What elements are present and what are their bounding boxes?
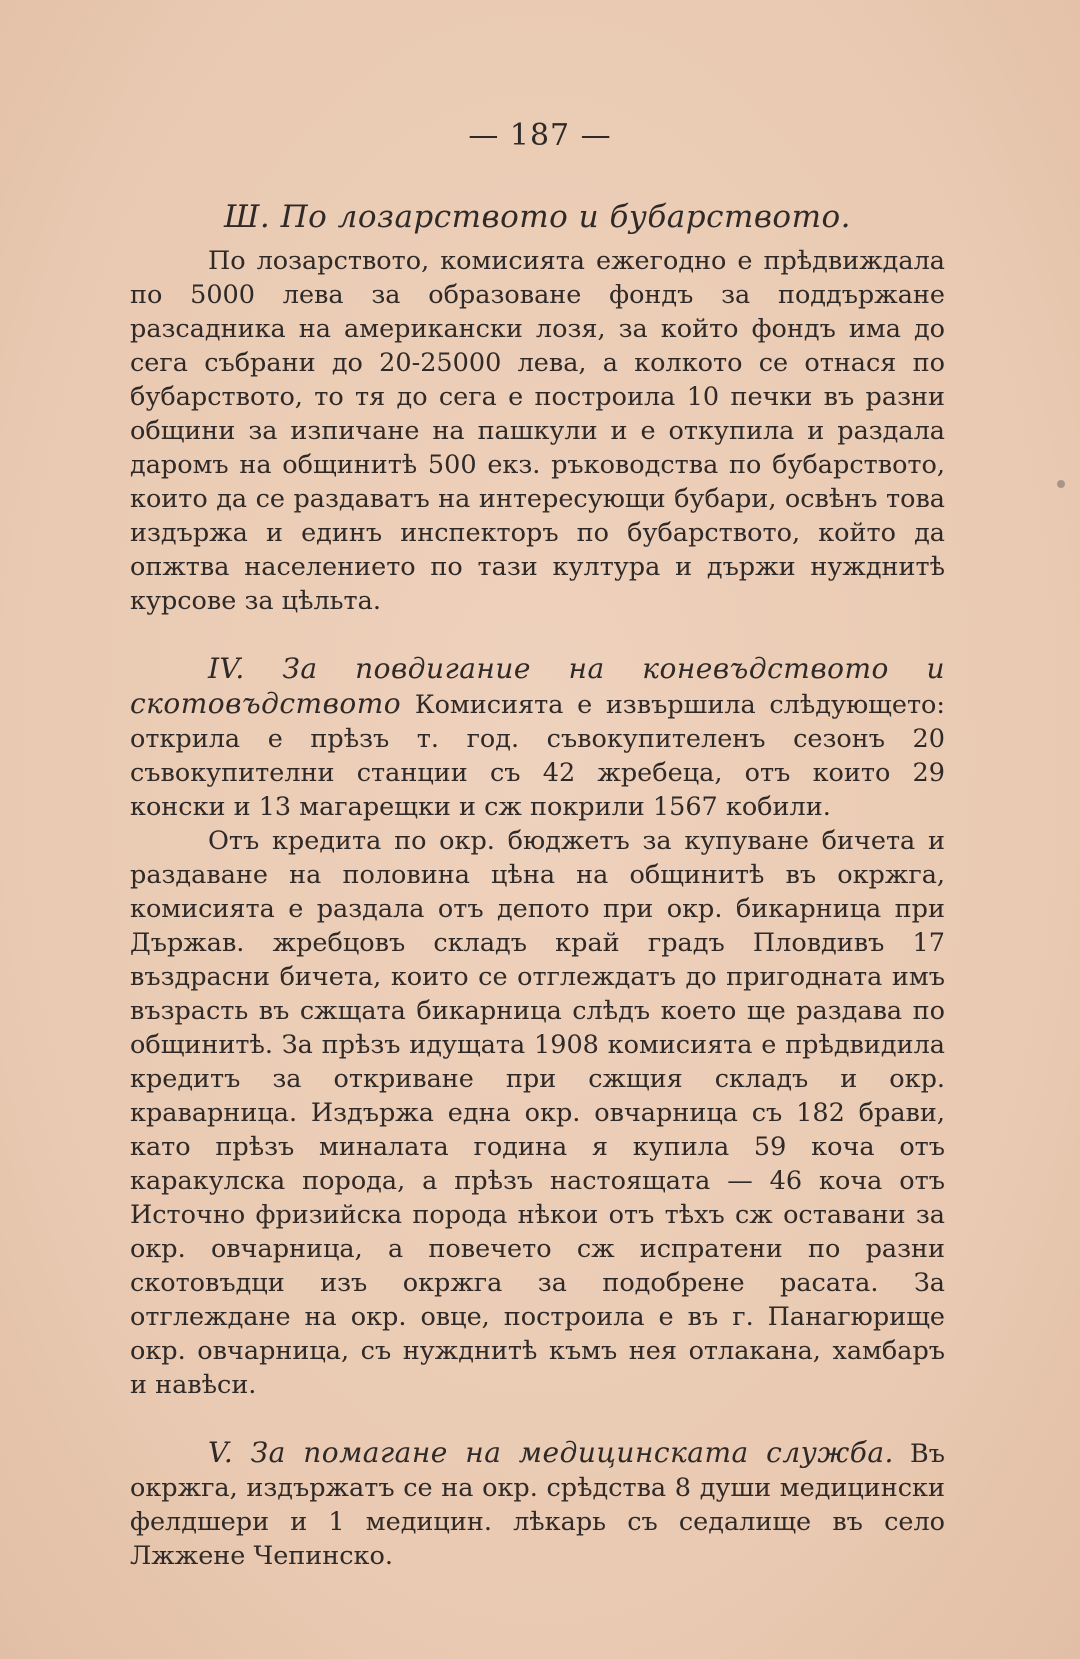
section-4-paragraph [130,652,945,824]
section-4-paragraph-2: Отъ кредита по окр. бюджетъ за купуване бичета и раздаване на половина цѣна на общинитѣ въ окржга, комисията е раздала отъ депото при окр. бикарница при Държав. жребцовъ складъ край градъ Пловдивъ 17 въздрасни бичета, които се отглеждатъ до пригодната имъ възрасть въ сжщата бикарница слѣдъ което ще раздава по общинитѣ. За прѣзъ идущата 1908 комисията е прѣдвидила кредитъ за откриване при сжщия складъ и окр. краварница. Издържа една окр. овчарница съ 182 брави, като прѣзъ миналата година я купила 59 коча отъ каракулска порода, а прѣзъ настоящата — 46 коча отъ Источно фризийска порода нѣкои отъ тѣхъ сж оставани за окр. овчарница, а повечето сж испратени по разни скотовъдци изъ окржга за подобрене расата. За отглеждане на окр. овце, построила е въ г. Панагюрище окр. овчарница, съ нужднитѣ къмъ нея отлакана, хамбаръ и навѣси. [130,826,945,1400]
page-number: — 187 — [468,118,612,153]
paper-speck [1057,480,1065,488]
spacer [130,618,945,652]
section-5-heading: V. За помагане на медицинската служба. [208,1436,894,1469]
section-4-lead-text: Комисията е извършила слѣдующето: открила е прѣзъ т. год. съвокупителенъ сезонъ 20 съвокупителни станции съ 42 жребеца, отъ които 29 конски и 13 магарещки и сж покрили 1567 кобили. [130,690,945,822]
section-5-text: Въ окржга, издържатъ се на окр. срѣдства 8 души медицински фелдшери и 1 медицин. лѣкарь съ седалище въ село Лжжене Чепинско. [130,1439,946,1571]
section-3-heading: Ш. По лозарството и бубарството. [224,199,851,235]
section-4-heading: IV. За повдигание на коневъдството и скотовъдството [130,652,945,720]
page-body [130,200,945,1573]
section-3-paragraph: По лозарството, комисията ежегодно е прѣдвиждала по 5000 лева за образоване фондъ за поддържане разсадника на американски лозя, за който фондъ има до сега събрани до 20-25000 лева, а колкото се отнася по бубарството, то тя до сега е построила 10 печки въ разни общини за изпичане на пашкули и е откупила и раздала даромъ на общинитѣ 500 екз. ръководства по бубарството, които да се раздаватъ на интересующи бубари, освѣнъ това издържа и единъ инспекторъ по бубарството, който да опжтва населението по тази култура и държи нужднитѣ курсове за цѣльта. [130,246,945,616]
section-5-paragraph [130,1436,945,1573]
spacer [130,1402,945,1436]
